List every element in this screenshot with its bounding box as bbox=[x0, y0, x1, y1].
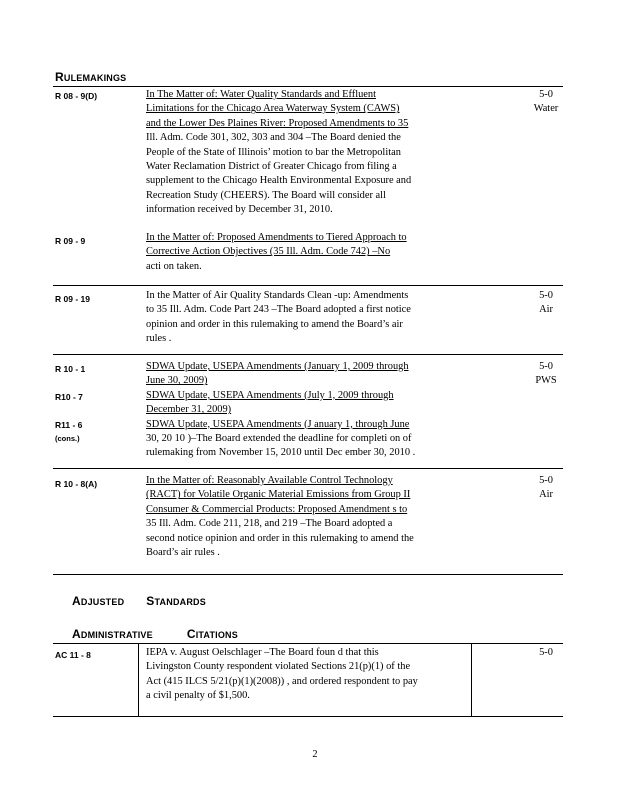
vote-category: Air bbox=[539, 489, 553, 500]
entry-line: Limitations for the Chicago Area Waterway System (CAWS) bbox=[146, 103, 400, 115]
entry-line: Act (415 ILCS 5/21(p)(1)(2008)) , and ordered respondent to pay bbox=[146, 675, 418, 687]
heading-initial: R bbox=[55, 70, 64, 84]
entry-line: June 30, 2009) bbox=[146, 375, 208, 387]
entry-line: Consumer & Commercial Products: Proposed Amendment s to bbox=[146, 503, 408, 515]
page-number: 2 bbox=[312, 749, 318, 760]
entry-line: information received by December 31, 2010. bbox=[146, 204, 333, 216]
entry-line: Water Reclamation District of Greater Chicago from filing a bbox=[146, 161, 397, 173]
administrative-citations-heading bbox=[72, 627, 238, 641]
row-divider bbox=[53, 354, 563, 355]
entry-line: SDWA Update, USEPA Amendments (J anuary 1, through June bbox=[146, 418, 410, 430]
entry-line: a civil penalty of $1,500. bbox=[146, 690, 250, 702]
heading-initial: C bbox=[186, 627, 196, 641]
citations-top-rule bbox=[53, 643, 563, 644]
entry-text bbox=[146, 231, 456, 274]
entry-line: Livingston County respondent violated Sections 21(p)(1) of the bbox=[146, 661, 411, 673]
docket-number: R11 - 6 bbox=[55, 420, 83, 430]
entry-line: Ill. Adm. Code 301, 302, 303 and 304 –The Board denied the bbox=[146, 132, 401, 144]
heading-rest: ULEMAKINGS bbox=[63, 73, 127, 83]
entry-line: opinion and order in this rulemaking to amend the Board’s air bbox=[146, 318, 403, 330]
vote-count: 5-0 bbox=[539, 647, 553, 658]
column-divider bbox=[471, 644, 472, 716]
rulemakings-heading bbox=[55, 70, 126, 84]
entry-line: Recreation Study (CHEERS). The Board will consider all bbox=[146, 189, 386, 201]
row-divider bbox=[53, 468, 563, 469]
docket-number: R 09 - 19 bbox=[55, 294, 90, 304]
entry-line: rules . bbox=[146, 333, 172, 345]
entry-line: 35 Ill. Adm. Code 211, 218, and 219 –The Board adopted a bbox=[146, 518, 393, 530]
adjusted-standards-heading bbox=[72, 594, 206, 608]
entry-line: supplement to the Chicago Health Environmental Exposure and bbox=[146, 175, 412, 187]
entry-line: SDWA Update, USEPA Amendments (January 1, 2009 through bbox=[146, 361, 409, 372]
docket-number: R 08 - 9(D) bbox=[55, 91, 98, 101]
entry-line: People of the State of Illinois’ motion to bar the Metropolitan bbox=[146, 146, 401, 158]
heading-rest: ITATIONS bbox=[195, 630, 238, 640]
vote-count: 5-0 bbox=[539, 89, 553, 100]
consolidated-label: (cons.) bbox=[55, 434, 80, 443]
entry-text bbox=[146, 646, 456, 704]
heading-rest: TANDARDS bbox=[154, 597, 206, 607]
entry-text bbox=[146, 289, 456, 347]
heading-rest: DMINISTRATIVE bbox=[80, 630, 153, 640]
rulemakings-top-rule bbox=[53, 86, 563, 87]
entry-line: acti on taken. bbox=[146, 260, 202, 272]
vote-category: Air bbox=[539, 304, 553, 315]
vote-category: PWS bbox=[535, 375, 557, 386]
entry-line: In the Matter of Air Quality Standards Clean -up: Amendments bbox=[146, 290, 409, 301]
vote-count: 5-0 bbox=[539, 475, 553, 486]
column-divider bbox=[138, 644, 139, 716]
heading-initial: S bbox=[146, 594, 155, 608]
entry-line: IEPA v. August Oelschlager –The Board foun d that this bbox=[146, 647, 379, 658]
entry-line: December 31, 2009) bbox=[146, 404, 232, 416]
docket-number: R10 - 7 bbox=[55, 392, 83, 402]
docket-number: R 09 - 9 bbox=[55, 236, 86, 246]
vote-count: 5-0 bbox=[539, 290, 553, 301]
entry-line: and the Lower Des Plaines River: Proposed Amendments to 35 bbox=[146, 117, 409, 129]
vote-count: 5-0 bbox=[539, 361, 553, 372]
heading-initial: A bbox=[72, 594, 81, 608]
entry-line: In the Matter of: Reasonably Available Control Technology bbox=[146, 475, 393, 486]
rulemakings-bottom-rule bbox=[53, 574, 563, 575]
entry-line: to 35 Ill. Adm. Code Part 243 –The Board adopted a first notice bbox=[146, 304, 411, 316]
entry-line: Board’s air rules . bbox=[146, 547, 220, 559]
entry-line: second notice opinion and order in this rulemaking to amend the bbox=[146, 532, 414, 544]
citations-bottom-rule bbox=[53, 716, 563, 717]
entry-line: In the Matter of: Proposed Amendments to Tiered Approach to bbox=[146, 232, 407, 243]
row-divider bbox=[53, 285, 563, 286]
entry-line: SDWA Update, USEPA Amendments (July 1, 2009 through bbox=[146, 389, 394, 401]
docket-number: AC 11 - 8 bbox=[55, 650, 91, 660]
entry-line: (RACT) for Volatile Organic Material Emissions from Group II bbox=[146, 489, 411, 501]
docket-number: R 10 - 8(A) bbox=[55, 479, 98, 489]
heading-rest: DJUSTED bbox=[80, 597, 125, 607]
entry-line: Corrective Action Objectives (35 Ill. Adm. Code 742) –No bbox=[146, 246, 391, 258]
docket-number: R 10 - 1 bbox=[55, 364, 86, 374]
entry-text bbox=[146, 360, 456, 461]
entry-line: In The Matter of: Water Quality Standards and Effluent bbox=[146, 89, 377, 100]
entry-text bbox=[146, 88, 456, 218]
heading-initial: A bbox=[72, 627, 81, 641]
entry-line: 30, 20 10 )–The Board extended the deadline for completi on of bbox=[146, 433, 412, 445]
entry-text bbox=[146, 474, 456, 560]
entry-line: rulemaking from November 15, 2010 until Dec ember 30, 2010 . bbox=[146, 447, 416, 459]
vote-category: Water bbox=[533, 103, 559, 114]
